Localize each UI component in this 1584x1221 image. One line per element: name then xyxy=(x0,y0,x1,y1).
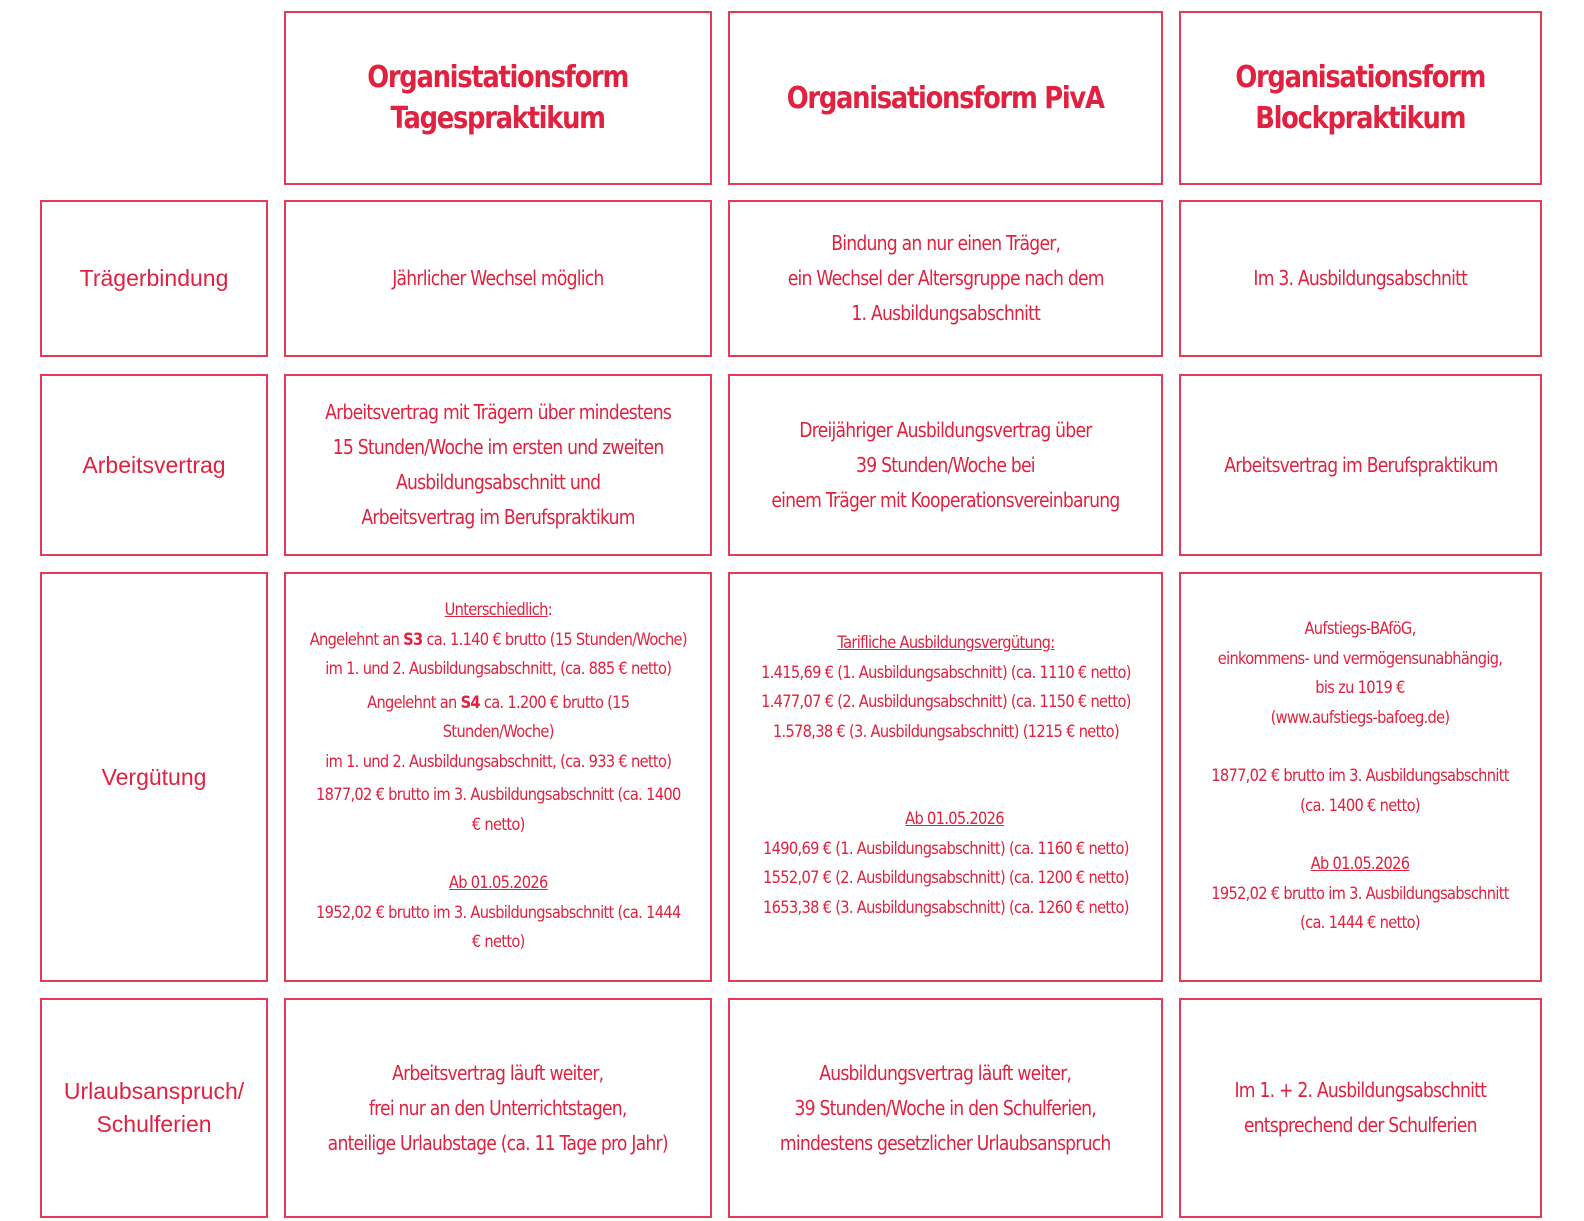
cell-verguetung-piva xyxy=(728,572,1163,982)
header-piva xyxy=(728,11,1163,185)
text-line: bis zu 1019 € xyxy=(1315,678,1406,699)
spacer xyxy=(1212,821,1510,850)
text-line: (www.aufstiegs-bafoeg.de) xyxy=(1271,707,1450,728)
text-line: Arbeitsvertrag mit Trägern über mindestens xyxy=(325,400,671,424)
text-line: 1877,02 € brutto im 3. Ausbildungsabschnitt xyxy=(1211,766,1510,787)
header-line: Blockpraktikum xyxy=(1255,101,1466,136)
cell-text xyxy=(328,1056,668,1161)
cell-urlaub-tages xyxy=(284,998,712,1218)
text-line: Schulferien xyxy=(96,1111,212,1137)
text-line: Ausbildungsvertrag läuft weiter, xyxy=(819,1060,1072,1085)
text-line: 39 Stunden/Woche in den Schulferien, xyxy=(794,1095,1097,1120)
text-line: 1.578,38 € (3. Ausbildungsabschnitt) (1215 € netto) xyxy=(772,721,1119,742)
cell-text xyxy=(1235,1073,1487,1143)
text-line: 1952,02 € brutto im 3. Ausbildungsabschnitt (ca. 1444 xyxy=(315,902,681,923)
text-line: 1653,38 € (3. Ausbildungsabschnitt) (ca. 1260 € netto) xyxy=(762,897,1129,918)
text-line: 1952,02 € brutto im 3. Ausbildungsabschnitt xyxy=(1211,883,1510,904)
row-label-text: Vergütung xyxy=(101,763,207,790)
text-line: Ausbildungsabschnitt und xyxy=(395,470,601,494)
row-label-text xyxy=(64,1075,244,1141)
cell-urlaub-block xyxy=(1179,998,1542,1218)
text-line: Im 3. Ausbildungsabschnitt xyxy=(1253,266,1468,290)
text-line: im 1. und 2. Ausbildungsabschnitt, (ca. 933 € netto) xyxy=(325,751,671,772)
header-line: Tagespraktikum xyxy=(390,101,606,136)
text-line: frei nur an den Unterrichtstagen, xyxy=(369,1095,627,1120)
cell-verguetung-block xyxy=(1179,572,1542,982)
text-line xyxy=(761,629,1131,659)
header-blockpraktikum-text xyxy=(1236,57,1486,139)
cell-traegerbindung-block xyxy=(1179,200,1542,357)
text-line: Aufstiegs-BAföG, xyxy=(1304,619,1417,640)
text-line: mindestens gesetzlicher Urlaubsanspruch xyxy=(780,1130,1111,1155)
cell-verguetung-tages xyxy=(284,572,712,982)
cell-text xyxy=(1254,261,1468,296)
text-line: Jährlicher Wechsel möglich xyxy=(392,266,604,290)
text-line xyxy=(761,805,1131,835)
text-span: ca. 1.140 € brutto (15 Stunden/Woche) xyxy=(422,629,687,650)
text-line: € netto) xyxy=(471,814,525,835)
text-line xyxy=(309,689,686,719)
underlined-heading: Unterschiedlich xyxy=(444,600,548,621)
pay-grade-s3: S3 xyxy=(402,629,423,650)
spacer xyxy=(309,840,686,869)
text-line: Im 1. + 2. Ausbildungsabschnitt xyxy=(1234,1078,1487,1102)
text-line: (ca. 1400 € netto) xyxy=(1300,795,1421,816)
cell-arbeitsvertrag-tages xyxy=(284,374,712,556)
header-line: Organisationsform PivA xyxy=(787,80,1104,116)
text-line: Arbeitsvertrag im Berufspraktikum xyxy=(361,505,635,529)
row-label-arbeitsvertrag xyxy=(40,374,268,556)
text-line: 1552,07 € (2. Ausbildungsabschnitt) (ca. 1200 € netto) xyxy=(762,868,1129,888)
text-line: 1490,69 € (1. Ausbildungsabschnitt) (ca. 1160 € netto) xyxy=(762,838,1129,859)
header-tagespraktikum-text xyxy=(368,57,629,139)
row-label-text: Arbeitsvertrag xyxy=(82,451,226,478)
cell-text xyxy=(771,413,1119,518)
text-line: (ca. 1444 € netto) xyxy=(1300,913,1421,934)
text-line: entsprechend der Schulferien xyxy=(1244,1113,1477,1137)
text-line: Dreijähriger Ausbildungsvertrag über xyxy=(799,417,1092,442)
cell-traegerbindung-piva xyxy=(728,200,1163,357)
cell-text xyxy=(325,395,671,535)
cell-text xyxy=(309,596,686,958)
text-line: Bindung an nur einen Träger, xyxy=(830,231,1060,255)
text-line: Arbeitsvertrag im Berufspraktikum xyxy=(1223,452,1498,477)
text-span: Angelehnt an xyxy=(309,629,403,650)
header-tagespraktikum xyxy=(284,11,712,185)
text-line: anteilige Urlaubstage (ca. 11 Tage pro Jahr) xyxy=(327,1130,669,1155)
text-line xyxy=(309,596,686,626)
text-line: Urlaubsanspruch/ xyxy=(63,1078,245,1104)
text-span: ca. 1.200 € brutto (15 xyxy=(479,692,630,713)
cell-arbeitsvertrag-piva xyxy=(728,374,1163,556)
cell-text xyxy=(392,261,603,296)
header-line: Organistationsform xyxy=(367,60,629,95)
text-line xyxy=(1212,850,1510,880)
text-span: Angelehnt an xyxy=(366,692,461,713)
row-label-urlaub xyxy=(40,998,268,1218)
text-line xyxy=(309,869,686,899)
header-line: Organisationsform xyxy=(1235,60,1486,95)
text-line: 1877,02 € brutto im 3. Ausbildungsabschnitt (ca. 1400 xyxy=(315,785,681,806)
header-blockpraktikum xyxy=(1179,11,1542,185)
cell-traegerbindung-tages xyxy=(284,200,712,357)
spacer xyxy=(761,747,1131,805)
text-line: 1.477,07 € (2. Ausbildungsabschnitt) (ca. 1150 € netto) xyxy=(760,692,1131,712)
text-line: einem Träger mit Kooperationsvereinbarung xyxy=(771,487,1120,512)
text-line: ein Wechsel der Altersgruppe nach dem xyxy=(787,266,1104,290)
text-line: einkommens- und vermögensunabhängig, xyxy=(1218,648,1503,669)
spacer xyxy=(1212,733,1510,762)
underlined-date-label: Ab 01.05.2026 xyxy=(1311,854,1410,875)
text-line: Stunden/Woche) xyxy=(442,722,554,743)
heading-suffix: : xyxy=(547,600,552,621)
row-label-text: Trägerbindung xyxy=(79,265,229,291)
row-label-traegerbindung xyxy=(40,200,268,357)
cell-text xyxy=(780,1056,1111,1161)
text-line: 39 Stunden/Woche bei xyxy=(856,452,1035,477)
underlined-heading: Tarifliche Ausbildungsvergütung: xyxy=(836,633,1055,653)
cell-arbeitsvertrag-block xyxy=(1179,374,1542,556)
text-line: € netto) xyxy=(471,932,525,953)
text-line: im 1. und 2. Ausbildungsabschnitt, (ca. 885 € netto) xyxy=(325,659,671,680)
text-line: Arbeitsvertrag läuft weiter, xyxy=(392,1060,604,1085)
underlined-date-label: Ab 01.05.2026 xyxy=(448,873,548,894)
cell-urlaub-piva xyxy=(728,998,1163,1218)
text-line: 1.415,69 € (1. Ausbildungsabschnitt) (ca. 1110 € netto) xyxy=(760,662,1131,683)
cell-text xyxy=(1212,615,1510,939)
cell-text xyxy=(787,226,1103,331)
underlined-date-label: Ab 01.05.2026 xyxy=(904,809,1004,829)
header-piva-text xyxy=(787,78,1104,119)
text-line: 15 Stunden/Woche im ersten und zweiten xyxy=(332,435,664,459)
row-label-verguetung xyxy=(40,572,268,982)
text-line xyxy=(309,626,686,656)
text-line: 1. Ausbildungsabschnitt xyxy=(851,301,1040,325)
cell-text xyxy=(1224,448,1497,483)
cell-text xyxy=(761,629,1131,923)
pay-grade-s4: S4 xyxy=(460,692,480,713)
